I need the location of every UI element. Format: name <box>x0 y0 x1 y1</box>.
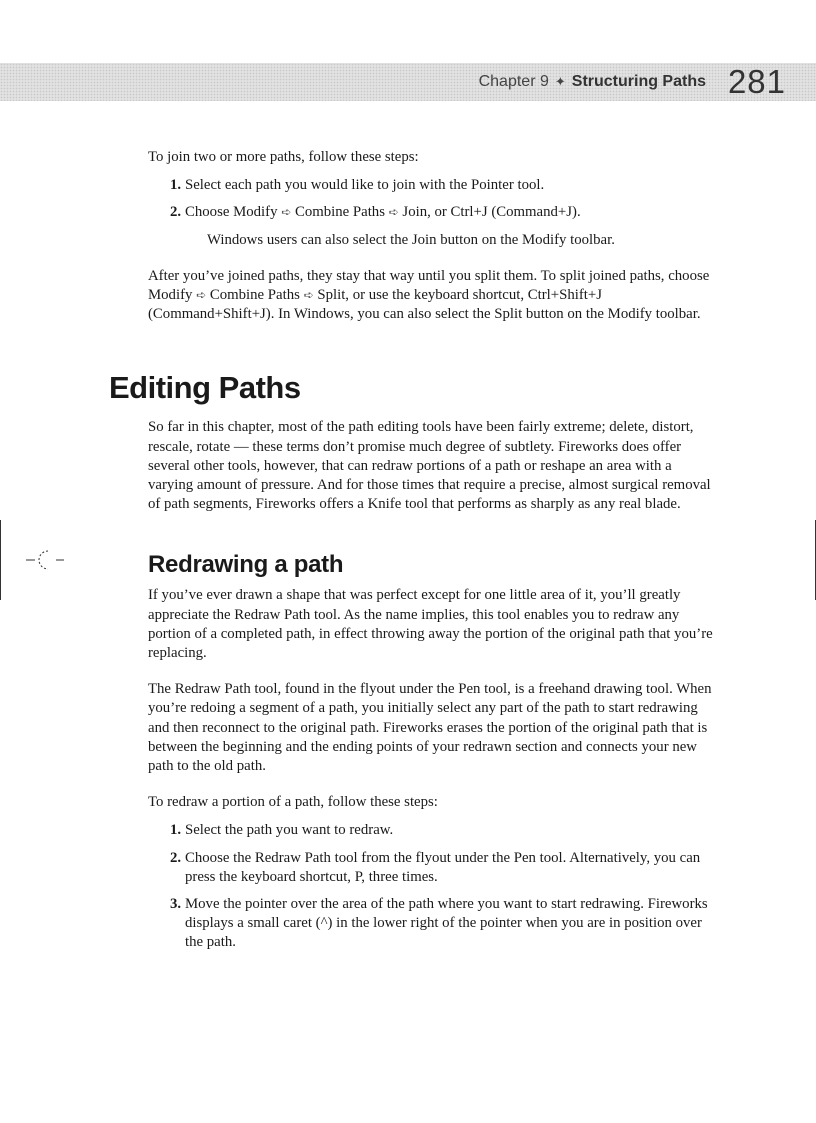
running-head <box>479 69 706 95</box>
step-text: Select each path you would like to join with the Pointer tool. <box>185 177 545 194</box>
crop-mark-left <box>0 520 1 600</box>
chapter-label: Chapter 9 <box>478 73 549 90</box>
redraw-step-2 <box>170 849 718 887</box>
join-step-2 <box>170 203 718 222</box>
step-number: 1 . <box>170 821 185 840</box>
step-number: 1 . <box>170 176 185 195</box>
step-text: Select the path you want to redraw. <box>185 822 394 839</box>
join-step-1 <box>170 176 718 195</box>
redraw-step-1 <box>170 821 718 840</box>
step-number: 2 . <box>170 849 185 887</box>
registration-mark-icon <box>26 548 72 572</box>
step-text: Choose the Redraw Path tool from the flyout under the Pen tool. Alternatively, you can press the keyboard shortcut, P, three times. <box>185 849 701 885</box>
redraw-step-3 <box>170 895 718 953</box>
redraw-paragraph-2: The Redraw Path tool, found in the flyout under the Pen tool, is a freehand drawing tool. When you’re redoing a segment of a path, you initially select any part of the path to start redrawing and then reconnect to the original path. Fireworks erases the portion of the original path that is between the beginning and the ending points of your redrawn section and connects your new path to the old path. <box>148 681 712 775</box>
redraw-steps <box>170 821 718 952</box>
menu-arrow-icon: ➪ <box>388 205 399 220</box>
menu-arrow-icon: ➪ <box>281 205 292 220</box>
separator-icon: ✦ <box>554 74 566 89</box>
step-number: 2 . <box>170 203 185 222</box>
editing-paths-heading: Editing Paths <box>109 370 301 406</box>
step-text: Move the pointer over the area of the path where you want to start redrawing. Fireworks displays a small caret (^) in the lower right of the pointer when you are in position over the path. <box>185 896 708 951</box>
page-number: 281 <box>727 63 786 100</box>
page-content <box>109 148 718 961</box>
split-paragraph: After you’ve joined paths, they stay that way until you split them. To split joined paths, choose Modify ➪ Combine Paths ➪ Split, or use the keyboard shortcut, Ctrl+Shift+J (Command+Shift+J). In Windows, you can also select the Split button on the Modify toolbar. <box>148 267 710 323</box>
editing-paragraph: So far in this chapter, most of the path editing tools have been fairly extreme; delete, distort, rescale, rotate — these terms don’t promise much degree of subtlety. Fireworks does offer several other tools, however, that can redraw portions of a path or reshape an area with a varying amount of pressure. And for those times that require a precise, almost surgical removal of path segments, Fireworks offers a Knife tool that performs as sharply as any real blade. <box>148 419 711 513</box>
step-number: 3 . <box>170 895 185 953</box>
section-title: Structuring Paths <box>571 73 706 90</box>
redrawing-path-heading: Redrawing a path <box>148 551 344 579</box>
menu-arrow-icon: ➪ <box>196 288 207 303</box>
join-steps <box>170 176 718 250</box>
redraw-paragraph-1: If you’ve ever drawn a shape that was perfect except for one little area of it, you’ll greatly appreciate the Redraw Path tool. As the name implies, this tool enables you to redraw any portion of a completed path, in effect throwing away the portion of the original path that you’re replacing. <box>148 587 713 662</box>
join-intro: To join two or more paths, follow these steps: <box>148 149 419 165</box>
step-text: Choose Modify ➪ Combine Paths ➪ Join, or Ctrl+J (Command+J). <box>185 204 581 221</box>
join-step-note: Windows users can also select the Join button on the Modify toolbar. <box>207 231 615 248</box>
redraw-intro: To redraw a portion of a path, follow these steps: <box>148 794 438 811</box>
menu-arrow-icon: ➪ <box>303 288 314 303</box>
